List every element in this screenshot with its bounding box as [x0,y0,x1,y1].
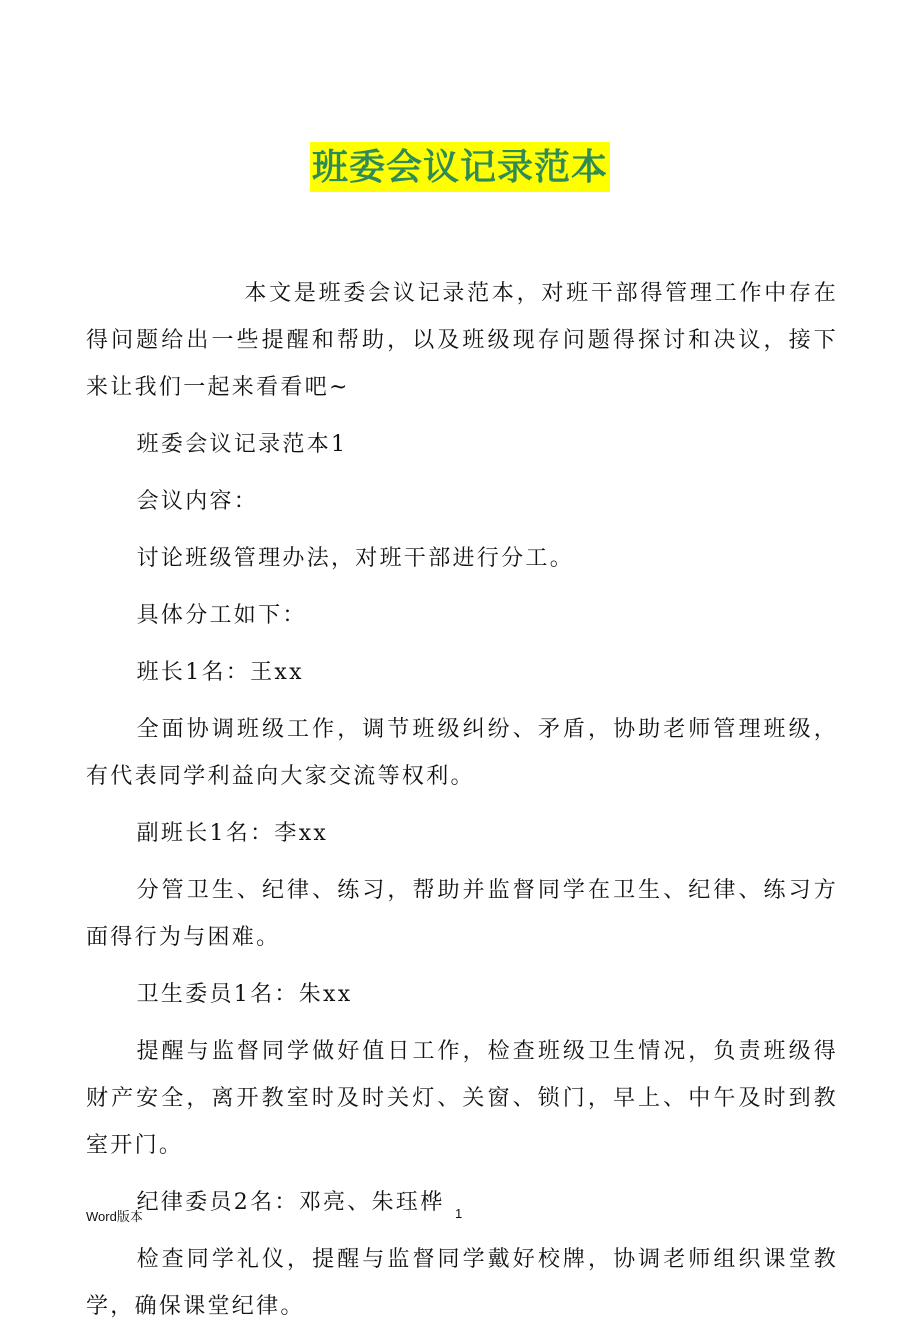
role-heading: 卫生委员1名：朱xx [136,982,353,1007]
role-description: 分管卫生、纪律、练习，帮助并监督同学在卫生、纪律、练习方面得行为与困难。 [86,878,838,950]
role-description: 提醒与监督同学做好值日工作，检查班级卫生情况，负责班级得财产安全，离开教室时及时关灯、关窗、锁门，早上、中午及时到教室开门。 [86,1039,838,1158]
role-heading: 班长1名：王xx [136,660,304,685]
role-description: 全面协调班级工作，调节班级纠纷、矛盾，协助老师管理班级，有代表同学利益向大家交流等权利。 [86,717,838,789]
intro-paragraph: 本文是班委会议记录范本，对班干部得管理工作中存在得问题给出一些提醒和帮助，以及班级现存问题得探讨和决议，接下来让我们一起来看看吧~ [86,281,838,400]
footer-label: Word版本 [86,1209,143,1224]
document-body [86,270,838,1340]
paragraph: 讨论班级管理办法，对班干部进行分工。 [136,546,574,571]
paragraph: 会议内容： [136,489,259,514]
title-container [0,142,920,192]
page-number: 1 [455,1206,463,1221]
document-title: 班委会议记录范本 [310,142,610,192]
role-heading: 纪律委员2名：邓亮、朱珏桦 [136,1190,445,1215]
role-description: 检查同学礼仪，提醒与监督同学戴好校牌，协调老师组织课堂教学，确保课堂纪律。 [86,1247,838,1319]
section-heading: 班委会议记录范本1 [136,432,348,457]
paragraph: 具体分工如下： [136,603,307,628]
role-heading: 副班长1名：李xx [136,821,329,846]
